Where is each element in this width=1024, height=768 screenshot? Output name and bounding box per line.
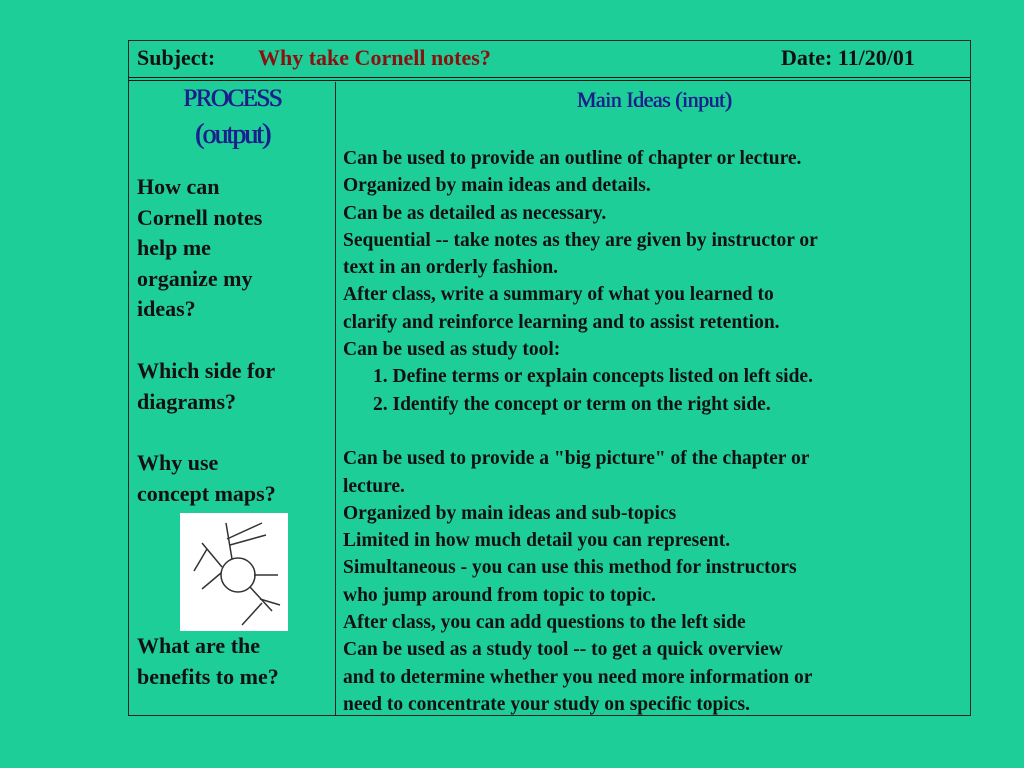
idea-line: Can be used to provide an outline of chapter or lecture. xyxy=(343,148,802,169)
spacer xyxy=(343,418,963,445)
idea-line: Organized by main ideas and sub-topics xyxy=(343,502,677,524)
idea-line: need to concentrate your study on specific topics. xyxy=(343,693,750,715)
question-benefits: What are the benefits to me? xyxy=(137,633,279,689)
subject-label: Subject: xyxy=(137,45,216,70)
question-diagrams: Which side for diagrams? xyxy=(137,358,276,414)
header-row xyxy=(129,41,970,81)
idea-line: Can be used as a study tool -- to get a quick overview xyxy=(343,639,783,661)
idea-line: who jump around from topic to topic. xyxy=(343,584,656,606)
date-label: Date: 11/20/01 xyxy=(781,45,915,70)
idea-line: Limited in how much detail you can represent. xyxy=(343,530,731,552)
question-organize: How can Cornell notes help me organize my ideas? xyxy=(137,174,263,321)
concept-map-diagram-icon xyxy=(180,513,288,631)
main-ideas-title: Main Ideas (input) xyxy=(576,87,732,112)
idea-line: Organized by main ideas and details. xyxy=(343,175,651,197)
idea-line: lecture. xyxy=(343,475,405,497)
cornell-notes-sheet xyxy=(128,40,971,716)
process-subtitle: (output) xyxy=(194,119,270,150)
idea-line: Simultaneous - you can use this method for instructors xyxy=(343,557,797,579)
subject-value: Why take Cornell notes? xyxy=(258,45,491,70)
idea-line: Can be as detailed as necessary. xyxy=(343,202,607,224)
idea-line: text in an orderly fashion. xyxy=(343,257,559,279)
idea-line: 2. Identify the concept or term on the right side. xyxy=(373,393,771,415)
idea-line: Can be used as study tool: xyxy=(343,339,561,361)
idea-line: Sequential -- take notes as they are given by instructor or xyxy=(343,229,818,251)
idea-line: After class, you can add questions to the left side xyxy=(343,612,746,634)
idea-line: 1. Define terms or explain concepts listed on left side. xyxy=(373,366,813,388)
process-title: PROCESS xyxy=(183,85,281,112)
idea-line: Can be used to provide a "big picture" of the chapter or xyxy=(343,448,810,470)
question-concept-maps: Why use concept maps? xyxy=(137,450,276,506)
main-ideas-list xyxy=(343,145,963,718)
idea-line: clarify and reinforce learning and to assist retention. xyxy=(343,311,780,333)
idea-line: and to determine whether you need more information or xyxy=(343,666,813,688)
idea-line: After class, write a summary of what you learned to xyxy=(343,284,774,306)
